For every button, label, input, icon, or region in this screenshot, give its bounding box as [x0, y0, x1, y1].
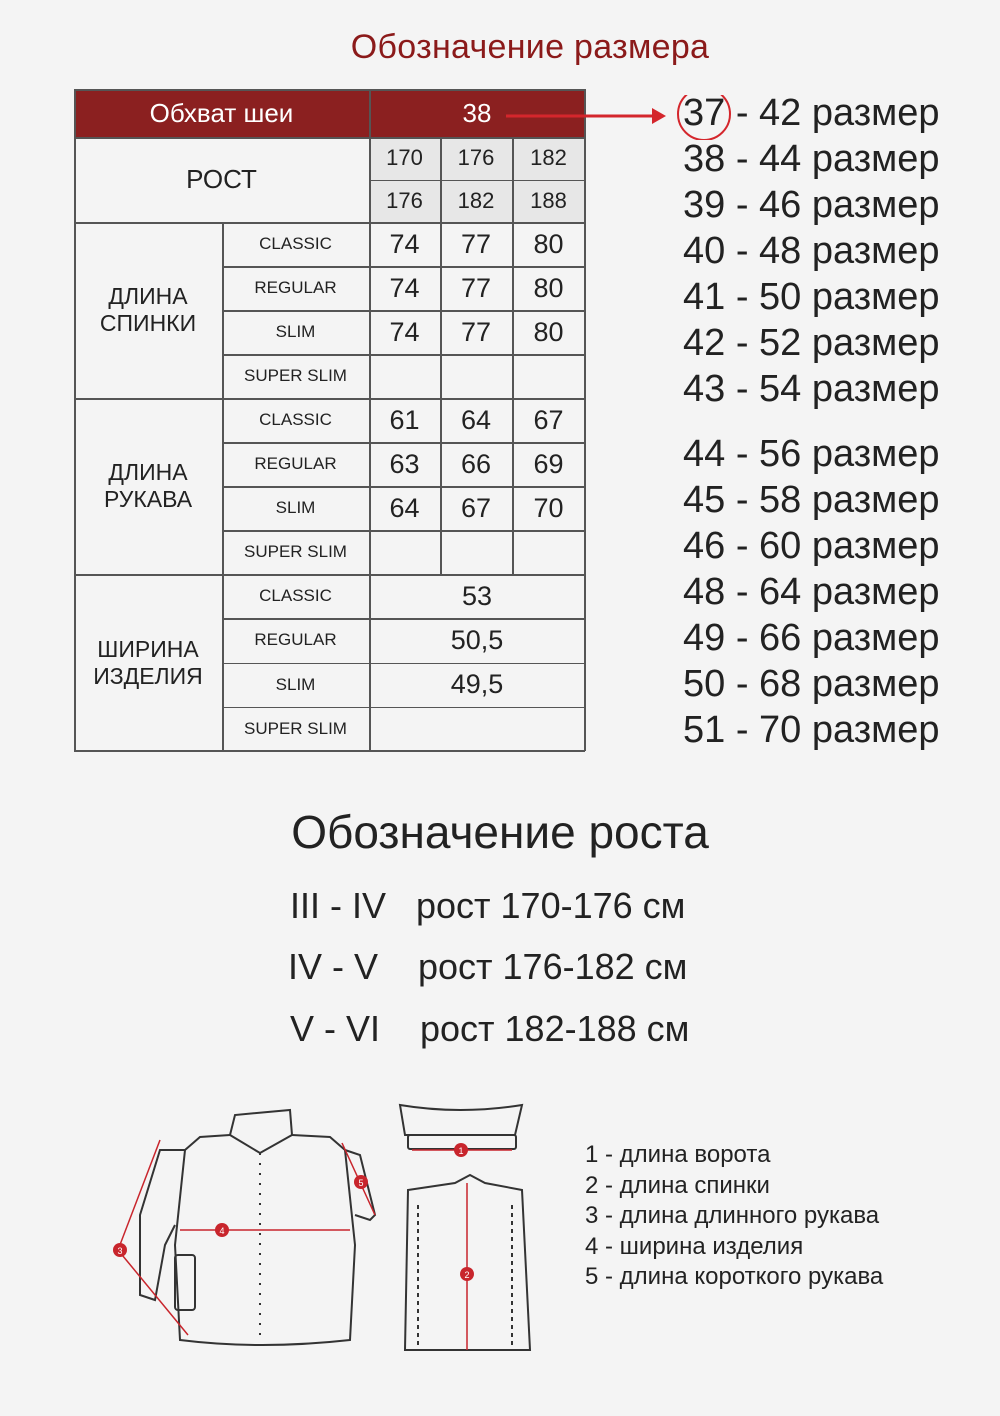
table-value: 61 [389, 404, 420, 435]
legend-item: 1 - длина ворота [585, 1141, 771, 1168]
table-value: 70 [533, 492, 564, 523]
clothing-size: - 64 размер [725, 571, 940, 613]
back-markers [454, 1143, 474, 1281]
table-rule [369, 574, 371, 751]
size-title: Обозначение размера [350, 28, 710, 66]
size-row [683, 320, 940, 366]
neck-size: 40 [683, 230, 726, 272]
front-measure-lines [118, 1140, 375, 1335]
neck-size: 50 [683, 663, 726, 705]
neck-size: 44 [683, 433, 726, 475]
group-label-line2: ИЗДЕЛИЯ [93, 662, 203, 689]
table-rule [222, 310, 585, 312]
table-rule [222, 266, 585, 268]
shirt-diagram [100, 1095, 540, 1360]
size-row [683, 707, 940, 753]
group-label-line2: РУКАВА [103, 486, 193, 512]
fit-label: SLIM [275, 322, 316, 341]
table-value [440, 354, 512, 398]
size-row [683, 228, 940, 274]
table-rule [222, 707, 585, 709]
front-markers [113, 1175, 368, 1257]
table-value: 64 [460, 404, 492, 435]
table-rule [74, 750, 585, 752]
height-top-0: 170 [369, 137, 440, 180]
table-value: 77 [460, 272, 492, 303]
legend-item: 5 - длина короткого рукава [585, 1263, 884, 1290]
table-rule [369, 398, 371, 574]
marker-2: 2 [464, 1270, 470, 1280]
table-value: 49,5 [450, 669, 504, 700]
table-rule [369, 180, 585, 182]
clothing-size: - 52 размер [725, 322, 940, 364]
height-code: IV - V [288, 946, 379, 987]
table-value: 74 [389, 228, 420, 259]
table-value: 63 [389, 448, 420, 479]
fit-label: CLASSIC [259, 586, 332, 606]
table-value [369, 354, 440, 398]
neck-size: 37 [683, 92, 726, 134]
table-rule [222, 222, 224, 398]
table-rule [369, 89, 371, 222]
group-label-1 [74, 398, 222, 574]
table-rule [222, 398, 224, 574]
front-shirt-icon [140, 1110, 375, 1345]
group-label-line1: ШИРИНА [97, 635, 199, 662]
size-row [683, 274, 940, 320]
table-rule [440, 222, 442, 398]
fit-label: SUPER SLIM [244, 718, 347, 738]
clothing-size: - 68 размер [725, 663, 940, 705]
table-rule [222, 574, 224, 751]
neck-size: 41 [683, 276, 726, 318]
table-rule [222, 618, 585, 620]
clothing-size: - 50 размер [725, 276, 940, 318]
fit-label: CLASSIC [259, 234, 332, 253]
clothing-size: - 48 размер [725, 230, 940, 272]
clothing-size: - 70 размер [725, 709, 940, 751]
neck-size: 48 [683, 571, 726, 613]
size-row [683, 366, 940, 412]
table-rule [369, 222, 371, 398]
table-rule [222, 442, 585, 444]
size-table [74, 89, 585, 751]
marker-5: 5 [358, 1178, 364, 1188]
fit-label: REGULAR [254, 454, 337, 473]
measurement-legend [585, 1140, 883, 1293]
table-value: 53 [461, 580, 493, 611]
height-bottom-1: 182 [440, 180, 512, 223]
size-list [683, 90, 940, 753]
size-row [683, 661, 940, 707]
height-label: РОСТ [186, 164, 257, 194]
fit-label: REGULAR [254, 630, 337, 650]
size-row [683, 136, 940, 182]
table-rule [74, 574, 585, 576]
table-value: 77 [460, 316, 492, 347]
fit-label: SUPER SLIM [244, 542, 347, 561]
fit-label: SLIM [275, 498, 316, 517]
table-rule [74, 89, 585, 91]
table-value: 80 [533, 316, 564, 347]
height-bottom-0: 176 [369, 180, 440, 223]
table-rule [584, 89, 586, 751]
clothing-size: - 46 размер [725, 184, 940, 226]
size-row [683, 182, 940, 228]
neck-size: 46 [683, 525, 726, 567]
table-value [440, 530, 512, 574]
group-label-0 [74, 222, 222, 398]
table-rule [512, 398, 514, 574]
back-shirt-icon [400, 1105, 530, 1350]
marker-4: 4 [219, 1226, 225, 1236]
clothing-size: - 60 размер [725, 525, 940, 567]
legend-item: 4 - ширина изделия [585, 1232, 804, 1260]
height-bottom-2: 188 [512, 180, 585, 223]
table-value [369, 707, 585, 751]
table-value: 77 [460, 228, 492, 259]
height-top-2: 182 [512, 137, 585, 180]
table-value: 67 [533, 404, 564, 435]
fit-label: CLASSIC [259, 410, 332, 429]
clothing-size: - 54 размер [725, 368, 940, 410]
table-rule [222, 663, 585, 665]
neck-size: 42 [683, 322, 726, 364]
marker-1: 1 [458, 1146, 464, 1156]
legend-item: 2 - длина спинки [585, 1171, 770, 1199]
fit-label: REGULAR [254, 278, 337, 297]
table-value [369, 530, 440, 574]
neck-size: 43 [683, 368, 726, 410]
clothing-size: - 66 размер [725, 617, 940, 659]
table-rule [440, 137, 442, 222]
neck-size: 39 [683, 184, 726, 226]
height-range: рост 170-176 см [416, 885, 686, 926]
group-label-line2: СПИНКИ [99, 310, 197, 336]
clothing-size: - 56 размер [725, 433, 940, 475]
height-code: V - VI [290, 1008, 381, 1049]
size-row [683, 615, 940, 661]
table-value: 64 [389, 492, 420, 523]
table-rule [74, 398, 585, 400]
neck-size: 51 [683, 709, 726, 751]
table-value: 74 [389, 316, 420, 347]
fit-label: SUPER SLIM [244, 366, 347, 385]
neck-label: Обхват шеи [74, 89, 369, 137]
marker-3: 3 [117, 1246, 123, 1256]
fit-label: SLIM [275, 674, 316, 694]
table-value: 66 [460, 448, 492, 479]
group-label-line1: ДЛИНА [108, 459, 188, 485]
table-rule [222, 530, 585, 532]
neck-size: 38 [683, 138, 726, 180]
table-rule [440, 398, 442, 574]
table-value: 69 [533, 448, 564, 479]
table-value [512, 354, 585, 398]
size-row [683, 90, 940, 136]
size-row [683, 477, 940, 523]
height-range: рост 182-188 см [420, 1008, 690, 1049]
table-value: 50,5 [450, 624, 504, 655]
table-rule [74, 89, 76, 751]
neck-value: 38 [369, 89, 585, 137]
table-rule [74, 222, 585, 224]
clothing-size: - 44 размер [725, 138, 940, 180]
clothing-size: - 58 размер [725, 479, 940, 521]
group-label-2 [74, 574, 222, 751]
table-rule [512, 222, 514, 398]
legend-item: 3 - длина длинного рукава [585, 1202, 880, 1229]
size-row [683, 431, 940, 477]
height-range: рост 176-182 см [418, 946, 688, 987]
table-value: 80 [533, 228, 564, 259]
table-rule [512, 137, 514, 222]
table-value: 80 [533, 272, 564, 303]
height-title: Обозначение роста [291, 806, 709, 858]
clothing-size: - 42 размер [725, 92, 940, 134]
height-code: III - IV [290, 885, 387, 926]
group-label-line1: ДЛИНА [108, 283, 188, 309]
table-rule [222, 354, 585, 356]
table-value: 67 [460, 492, 492, 523]
neck-size: 49 [683, 617, 726, 659]
table-rule [222, 486, 585, 488]
table-value: 74 [389, 272, 420, 303]
size-row [683, 569, 940, 615]
neck-size: 45 [683, 479, 726, 521]
size-row [683, 523, 940, 569]
table-value [512, 530, 585, 574]
height-top-1: 176 [440, 137, 512, 180]
